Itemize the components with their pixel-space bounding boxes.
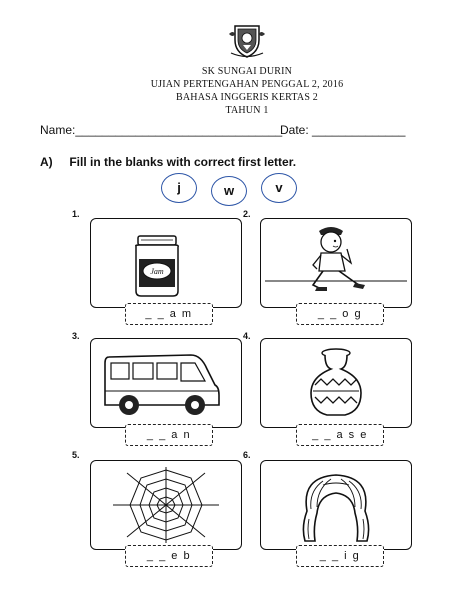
vase-picture xyxy=(261,339,411,427)
picture-card-4 xyxy=(260,338,412,428)
picture-card-5 xyxy=(90,460,242,550)
section-title: A) Fill in the blanks with correct first letter. xyxy=(40,155,297,169)
picture-card-1 xyxy=(90,218,242,308)
item-number-1: 1. xyxy=(72,209,80,219)
jar-label-text: Jam xyxy=(150,267,164,276)
answer-box-3[interactable]: _ _ a n xyxy=(125,424,213,446)
school-name: SK SUNGAI DURIN xyxy=(201,66,293,77)
jogging-boy-picture xyxy=(261,219,411,307)
letter-circle-2: w xyxy=(211,176,247,206)
date-field: Date: ______________ xyxy=(280,123,406,137)
year-label: TAHUN 1 xyxy=(225,105,269,116)
school-crest-logo xyxy=(227,20,267,60)
spider-web-picture xyxy=(91,461,241,549)
item-number-2: 2. xyxy=(243,209,251,219)
answer-box-2[interactable]: _ _ o g xyxy=(296,303,384,325)
picture-card-3 xyxy=(90,338,242,428)
exam-title: UJIAN PERTENGAHAN PENGGAL 2, 2016 xyxy=(150,79,344,90)
subject-title: BAHASA INGGERIS KERTAS 2 xyxy=(175,92,319,103)
letter-circle-3: v xyxy=(261,173,297,203)
item-number-5: 5. xyxy=(72,450,80,460)
answer-box-5[interactable]: _ _ e b xyxy=(125,545,213,567)
item-number-6: 6. xyxy=(243,450,251,460)
wig-picture xyxy=(261,461,411,549)
letter-circle-1: j xyxy=(161,173,197,203)
picture-card-2 xyxy=(260,218,412,308)
name-field: Name:_______________________________ xyxy=(40,123,283,137)
item-number-4: 4. xyxy=(243,331,251,341)
answer-box-6[interactable]: _ _ i g xyxy=(296,545,384,567)
answer-box-1[interactable]: _ _ a m xyxy=(125,303,213,325)
picture-card-6 xyxy=(260,460,412,550)
van-picture xyxy=(91,339,241,427)
item-number-3: 3. xyxy=(72,331,80,341)
jam-jar-picture xyxy=(91,219,241,307)
answer-box-4[interactable]: _ _ a s e xyxy=(296,424,384,446)
